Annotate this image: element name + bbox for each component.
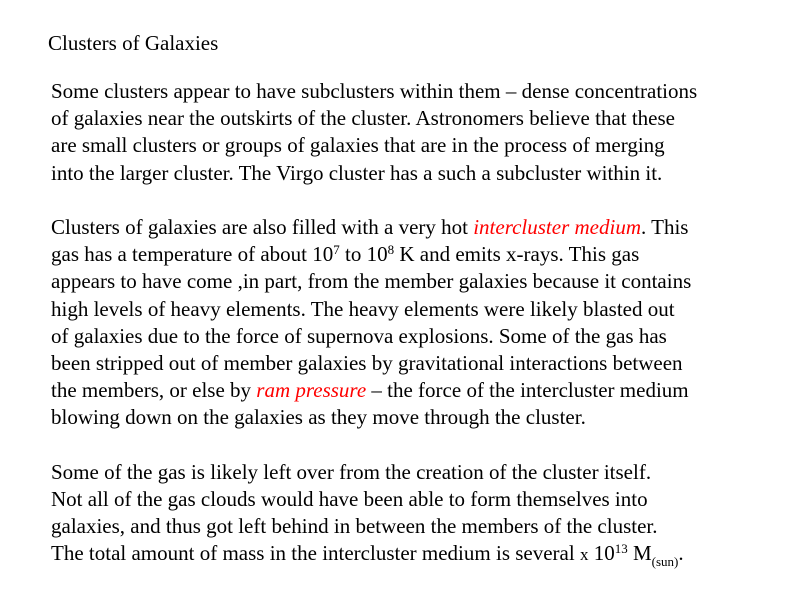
paragraph-intercluster-medium (51, 214, 786, 432)
times-symbol: x (579, 545, 589, 565)
text-run: The total amount of mass in the intercluster medium is several (51, 541, 580, 566)
text-line: high levels of heavy elements. The heavy elements were likely blasted out (51, 296, 675, 321)
text-line (51, 377, 786, 404)
exponent: 13 (614, 541, 628, 557)
text-line: are small clusters or groups of galaxies that are in the process of merging (51, 133, 665, 158)
exponent: 8 (387, 242, 395, 258)
text-line: into the larger cluster. The Virgo cluster has a such a subcluster within it. (51, 160, 663, 185)
text-line (51, 540, 786, 568)
paragraph-gas-origin (51, 459, 786, 569)
text-run: – the force of the intercluster medium (366, 378, 689, 403)
text-line: Some of the gas is likely left over from the creation of the cluster itself. (51, 459, 652, 484)
text-line: blowing down on the galaxies as they move through the cluster. (51, 405, 586, 430)
text-line: of galaxies near the outskirts of the cluster. Astronomers believe that these (51, 106, 675, 131)
text-line: galaxies, and thus got left behind in between the members of the cluster. (51, 514, 658, 539)
text-run: Clusters of galaxies are also filled with a very hot (51, 215, 474, 239)
text-line: Some clusters appear to have subclusters within them – dense concentrations (51, 79, 698, 103)
exponent: 7 (333, 242, 340, 258)
text-line (51, 241, 786, 268)
text-line (51, 214, 786, 241)
text-line: of galaxies due to the force of supernova explosions. Some of the gas has (51, 323, 667, 348)
text-line: Not all of the gas clouds would have been able to form themselves into (51, 487, 648, 512)
text-run: the members, or else by (51, 378, 257, 403)
text-run: to 10 (339, 242, 388, 267)
slide-title: Clusters of Galaxies (48, 31, 219, 55)
text-run: . (678, 541, 684, 566)
term-ram-pressure: ram pressure (256, 378, 367, 403)
text-run: 10 (588, 541, 615, 566)
text-run: gas has a temperature of about 10 (51, 242, 334, 267)
text-line: been stripped out of member galaxies by gravitational interactions between (51, 351, 683, 376)
paragraph-subclusters (51, 78, 786, 187)
text-run: M (627, 541, 652, 566)
subscript-sun: (sun) (651, 554, 679, 570)
term-intercluster-medium: intercluster medium (473, 215, 641, 239)
text-line: appears to have come ,in part, from the member galaxies because it contains (51, 269, 692, 294)
text-run: . This (641, 215, 689, 239)
slide-body (51, 78, 786, 569)
text-run: K and emits x-rays. This gas (394, 242, 640, 267)
